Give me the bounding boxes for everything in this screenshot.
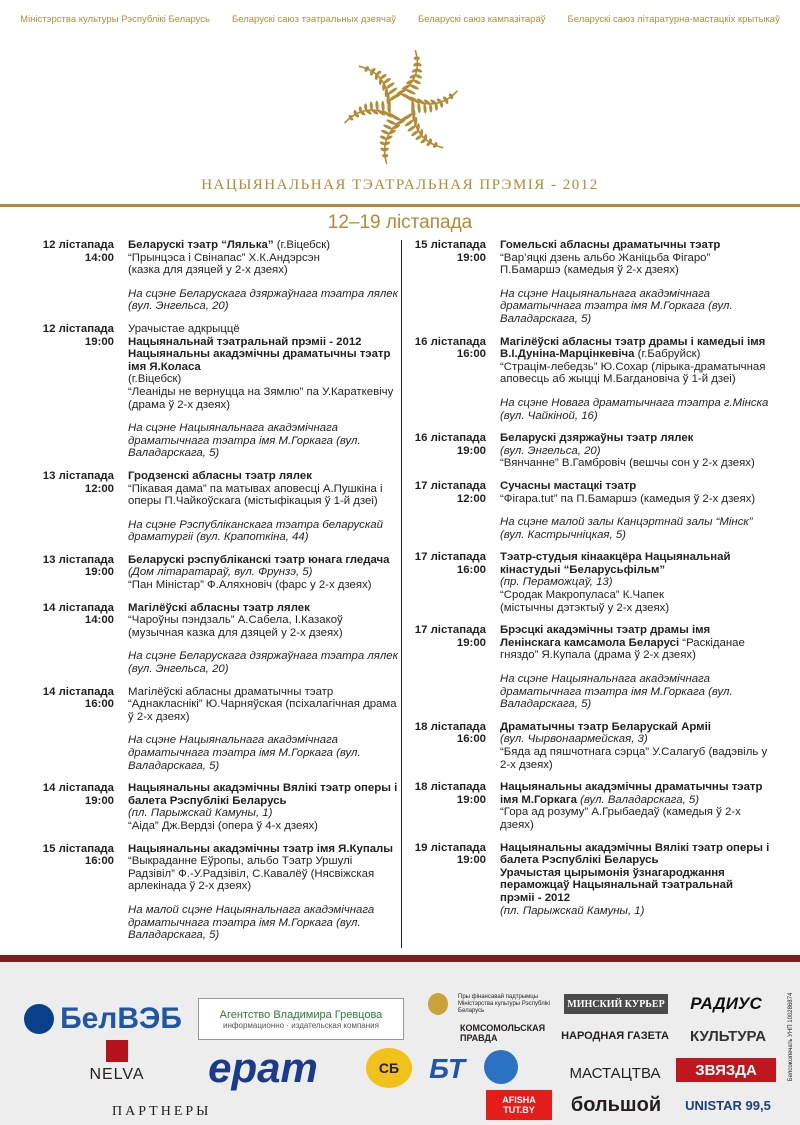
event-title: (г.Віцебск) (273, 239, 331, 251)
event-date: 12 лістапада (42, 322, 114, 335)
event-title-line: Нацыянальнай тэатральнай прэміі - 2012 (128, 335, 362, 348)
event-venue: На сцэне Беларускага дзяржаўнага тэатра лялек (вул. Энгельса, 20) (128, 650, 398, 676)
schedule-event (410, 781, 770, 831)
event-title-line: Нацыянальны акадэмічны драматычны тэатр імя Я.Коласа (128, 348, 391, 373)
event-time: 14:00 (84, 251, 114, 264)
event-performance: (містычны дэтэктыў у 2-х дзеях) (500, 601, 670, 614)
event-title: Урачыстае адкрыццё (128, 322, 240, 335)
schedule-event (38, 554, 398, 592)
event-title: Беларускі рэспубліканскі тэатр юнага гледача (128, 553, 390, 566)
org-critics-union: Беларускі саюз літаратурна-мастацкіх крытыкаў (567, 14, 780, 25)
event-performance: “Чароўны пэндзаль” А.Сабела, І.Казакоў (128, 614, 343, 627)
event-details (128, 470, 398, 544)
event-performance: “Пікавая дама” па матывах аповесці А.Пушкіна і оперы П.Чайкоўскага (містыфікацыя ў 1-й дзеі) (128, 482, 383, 508)
event-details (500, 842, 770, 918)
afisha-tutby-logo: AFISHA TUT.BY (486, 1090, 552, 1120)
fern-frond (379, 114, 412, 164)
event-performance: “Вянчанне” В.Гамбровіч (вешчы сон у 2-х дзеях) (500, 457, 755, 470)
event-title: “Раскіданае гняздо” Я.Купала (драма ў 2-х дзеях) (500, 636, 745, 662)
event-date: 13 лістапада (42, 553, 114, 566)
event-performance: “Страцім-лебедзь” Ю.Сохар (лірыка-драматычная аповесць аб жыцці М.Багдановіча ў 1-й дзеі) (500, 360, 766, 386)
event-date: 14 лістапада (42, 601, 114, 614)
fern-wreath-logo (340, 46, 462, 168)
event-venue: На сцэне Нацыянальнага акадэмічнага драматычнага тэатра імя М.Горкага (вул. Валадарскага, 5) (128, 734, 361, 772)
schedule-event (410, 480, 770, 541)
event-address: (пл. Парыжскай Камуны, 1) (500, 904, 645, 917)
event-time: 19:00 (456, 793, 486, 806)
schedule-event (38, 239, 398, 313)
event-time: 16:00 (456, 733, 486, 746)
event-performance: “Леаніды не вернуцца на Зямлю” па У.Караткевічу (драма ў 2-х дзеях) (128, 385, 394, 411)
event-address: (пл. Парыжскай Камуны, 1) (128, 807, 273, 820)
partners-label: ПАРТНЕРЫ (112, 1104, 212, 1119)
event-time: 19:00 (84, 794, 114, 807)
schedule-event (410, 624, 770, 711)
event-venue: На сцэне Новага драматычнага тэатра г.Мінска (вул. Чайкіной, 16) (500, 396, 769, 422)
event-time: 19:00 (84, 566, 114, 579)
event-datetime (38, 686, 114, 773)
event-datetime (410, 336, 486, 423)
event-time: 14:00 (84, 614, 114, 627)
event-details (128, 323, 398, 460)
radius-fm-logo: РАДИУС (690, 994, 762, 1013)
event-details (500, 239, 770, 326)
event-venue: На малой сцэне Нацыянальнага акадэмічнага драматычнага тэатра імя М.Горкага (вул. Валадарскага, 5) (128, 903, 375, 942)
event-date: 16 лістапада (414, 432, 486, 445)
schedule-event (410, 842, 770, 918)
event-venue: На сцэне Беларускага дзяржаўнага тэатра лялек (вул. Энгельса, 20) (128, 287, 398, 313)
event-title: Беларускі тэатр “Лялька” (128, 239, 274, 251)
event-title: Магілёўскі абласны драматычны тэатр (128, 685, 334, 698)
gold-divider (0, 204, 800, 207)
event-datetime (410, 551, 486, 614)
event-details (500, 721, 770, 771)
event-title: Тэатр-студыя кінаакцёра Нацыянальнай кінастудыі “Беларусьфільм” (500, 551, 731, 576)
event-date: 18 лістапада (414, 781, 486, 794)
event-details (128, 686, 398, 773)
schedule-right-column (410, 239, 770, 927)
event-title: (г.Бабруйск) (634, 348, 701, 361)
event-performance: “Гора ад розуму” А.Грыбаедаў (камедыя ў 2-х дзеях) (500, 806, 741, 831)
event-datetime (38, 470, 114, 544)
ministry-emblem (420, 990, 456, 1018)
schedule-event (38, 843, 398, 942)
event-venue: На сцэне Рэспубліканскага тэатра беларускай драматургіі (вул. Крапоткіна, 44) (128, 518, 383, 544)
event-datetime (38, 782, 114, 832)
erat-logo: ерат (208, 1044, 318, 1091)
event-title: Нацыянальны акадэмічны тэатр імя Я.Купалы (128, 842, 394, 855)
event-details (128, 843, 398, 942)
event-performance: (г.Віцебск) (128, 373, 182, 386)
sb-logo: СБ (366, 1048, 412, 1088)
event-performance: “Пан Міністар” Ф.Аляхновіч (фарс у 2-х дзеях) (128, 579, 372, 592)
event-performance: “Вар’яцкі дзень альбо Жаніцьба Фігаро” П.Бамаршэ (камедыя ў 2-х дзеях) (500, 251, 711, 277)
event-datetime (410, 842, 486, 918)
event-details (128, 782, 398, 832)
schedule-event (38, 602, 398, 676)
event-date: 18 лістапада (414, 720, 486, 733)
event-time: 19:00 (84, 335, 114, 348)
nelva-emblem-icon (106, 1040, 128, 1062)
event-datetime (410, 624, 486, 711)
event-performance: “Аіда” Дж.Вердзі (опера ў 4-х дзеях) (128, 819, 318, 832)
unistar-logo: UNISTAR 99,5 (685, 1097, 771, 1113)
event-title: Гомельскі абласны драматычны тэатр (500, 239, 721, 251)
schedule-event (38, 323, 398, 460)
schedule-event (38, 686, 398, 773)
mastactva-logo: МАСТАЦТВА (569, 1064, 661, 1082)
narodnaya-gazeta-logo: НАРОДНАЯ ГАЗЕТА (561, 1030, 669, 1042)
event-datetime (410, 480, 486, 541)
prize-title: НАЦЫЯНАЛЬНАЯ ТЭАТРАЛЬНАЯ ПРЭМІЯ - 2012 (201, 177, 599, 193)
event-address: (пр. Пераможцаў, 13) (500, 576, 613, 589)
event-details (500, 432, 770, 470)
event-date: 12 лістапада (42, 239, 114, 251)
event-title: Сучасны мастацкі тэатр (500, 479, 637, 492)
org-composers-union: Беларускі саюз кампазітараў (418, 14, 546, 25)
schedule-event (410, 721, 770, 771)
schedule-event (410, 432, 770, 470)
partners-panel (0, 962, 800, 1125)
org-header (0, 14, 800, 25)
event-title: Нацыянальны акадэмічны драматычны тэатр імя М.Горкага (500, 781, 763, 806)
event-performance: “Аднакласнікі” Ю.Чарняўская (псіхалагічная драма ў 2-х дзеях) (128, 698, 397, 723)
org-ministry: Міністэрства культуры Рэспублікі Беларусь (20, 14, 211, 25)
event-performance: (казка для дзяцей у 2-х дзеях) (128, 264, 288, 277)
schedule-event (410, 551, 770, 614)
schedule-event (38, 470, 398, 544)
date-range: 12–19 лістапада (327, 212, 473, 233)
event-details (128, 602, 398, 676)
event-datetime (410, 432, 486, 470)
schedule-event (410, 239, 770, 326)
event-title: Гродзенскі абласны тэатр лялек (128, 469, 312, 482)
event-date: 16 лістапада (414, 335, 486, 348)
event-time: 12:00 (456, 492, 486, 505)
bottom-strip (0, 955, 800, 962)
event-datetime (410, 781, 486, 831)
event-performance: “Прынцэса і Свінапас” Х.К.Андэрсэн (128, 251, 320, 264)
event-date: 17 лістапада (414, 479, 486, 492)
event-time: 19:00 (456, 636, 486, 649)
schedule-event (410, 336, 770, 423)
schedule-event (38, 782, 398, 832)
event-title: Нацыянальны акадэмічны Вялікі тэатр оперы і балета Рэспублікі Беларусь (500, 841, 770, 867)
event-venue: На сцэне Нацыянальнага акадэмічнага драматычнага тэатра імя М.Горкага (вул. Валадарскага, 5) (500, 287, 733, 325)
event-date: 19 лістапада (414, 841, 486, 854)
event-venue: На сцэне малой залы Канцэртнай залы “Мінск” (вул. Кастрычніцкая, 5) (500, 516, 753, 541)
event-time: 16:00 (84, 698, 114, 711)
event-time: 19:00 (456, 444, 486, 457)
event-title: Магілёўскі абласны тэатр лялек (128, 601, 310, 614)
event-details (500, 336, 770, 423)
event-time: 16:00 (84, 855, 114, 868)
org-theatre-union: Беларускі саюз тэатральных дзеячаў (232, 14, 397, 25)
event-datetime (38, 239, 114, 313)
coat-of-arms-icon (428, 993, 448, 1015)
event-address: (Дом літаратараў, вул. Фрунзэ, 5) (128, 566, 313, 579)
event-details (128, 554, 398, 592)
event-datetime (410, 239, 486, 326)
event-details (500, 551, 770, 614)
event-address: (вул. Энгельса, 20) (500, 444, 601, 457)
event-date: 15 лістапада (42, 842, 114, 855)
event-performance: “Бяда ад пяшчотнага сэрца” У.Салагуб (вадэвіль у 2-х дзеях) (500, 746, 768, 771)
event-title: Нацыянальны акадэмічны Вялікі тэатр оперы і балета Рэспублікі Беларусь (128, 782, 398, 807)
event-performance: “Фігара.tut” па П.Бамаршэ (камедыя ў 2-х дзеях) (500, 492, 756, 505)
schedule-left-column (38, 239, 398, 952)
event-date: 17 лістапада (414, 624, 486, 637)
event-time: 12:00 (84, 482, 114, 495)
event-datetime (38, 602, 114, 676)
event-time: 16:00 (456, 348, 486, 361)
event-datetime (410, 721, 486, 771)
zvyazda-logo: ЗВЯЗДА (676, 1058, 776, 1082)
bolshoi-logo: большой (570, 1093, 662, 1116)
column-divider (401, 240, 402, 948)
event-datetime (38, 554, 114, 592)
event-performance: “Сродак Макропуласа” К.Чапек (500, 589, 664, 602)
event-date: 15 лістапада (414, 239, 486, 251)
event-performance: (музычная казка для дзяцей у 2-х дзеях) (128, 626, 343, 639)
event-performance: “Выкраданне Еўропы, альбо Тэатр Уршулі Радзівіл” Ф.-У.Радзівіл, С.Кавалёў (Нясвіжская арлекінада ў 2-х дзеях) (128, 855, 375, 893)
event-time: 19:00 (456, 251, 486, 264)
event-datetime (38, 323, 114, 460)
event-date: 14 лістапада (42, 685, 114, 698)
belveb-emblem-icon (24, 1004, 54, 1034)
event-venue: На сцэне Нацыянальнага акадэмічнага драматычнага тэатра імя М.Горкага (вул. Валадарскага, 5) (500, 673, 733, 711)
event-date: 14 лістапада (42, 782, 114, 795)
fern-frond (390, 50, 423, 100)
event-details (500, 781, 770, 831)
event-title: Беларускі дзяржаўны тэатр лялек (500, 432, 694, 445)
event-title: Брэсцкі акадэмічны тэатр драмы імя Ленінскага камсамола Беларусі (500, 624, 711, 649)
tv-circle-logo (484, 1050, 518, 1084)
event-time: 16:00 (456, 563, 486, 576)
event-datetime (38, 843, 114, 942)
belveb-logo: БелВЭБ (18, 998, 188, 1040)
event-details (500, 624, 770, 711)
event-date: 17 лістапада (414, 551, 486, 564)
bt-logo: БТ (429, 1053, 465, 1084)
event-details (128, 239, 398, 313)
event-title-line: Урачыстая цырымонія ўзнагароджання пераможцаў Нацыянальнай тэатральнай прэміі - 2012 (500, 866, 733, 904)
event-venue: На сцэне Нацыянальнага акадэмічнага драматычнага тэатра імя М.Горкага (вул. Валадарскага, 5) (128, 422, 361, 460)
grevtsov-logo: Агентство Владимира Гревцова информационно · издательская компания (198, 998, 404, 1040)
minsk-courier-logo: МИНСКИЙ КУРЬЕР (564, 994, 668, 1014)
minfin-note: Пры фінансавай падтрымцы Міністэрства культуры Рэспублікі Беларусь (458, 993, 550, 1014)
event-title: Драматычны тэатр Беларускай Арміі (500, 720, 711, 733)
event-title: (вул. Валадарскага, 5) (576, 793, 700, 806)
kultura-logo: КУЛЬТУРА (689, 1027, 767, 1045)
nelva-logo: NELVA (72, 1034, 162, 1090)
event-address: (вул. Чырвонаармейская, 3) (500, 733, 648, 746)
event-time: 19:00 (456, 854, 486, 867)
event-details (500, 480, 770, 541)
event-date: 13 лістапада (42, 469, 114, 482)
komsomolskaya-pravda-logo: КОМСОМОЛЬСКАЯ ПРАВДА (460, 1023, 546, 1043)
side-note: Белсоюзпечать УНП 100286874 (788, 992, 794, 1082)
event-title: Магілёўскі абласны тэатр драмы і камедыі імя В.І.Дуніна-Марцінкевіча (500, 335, 766, 361)
